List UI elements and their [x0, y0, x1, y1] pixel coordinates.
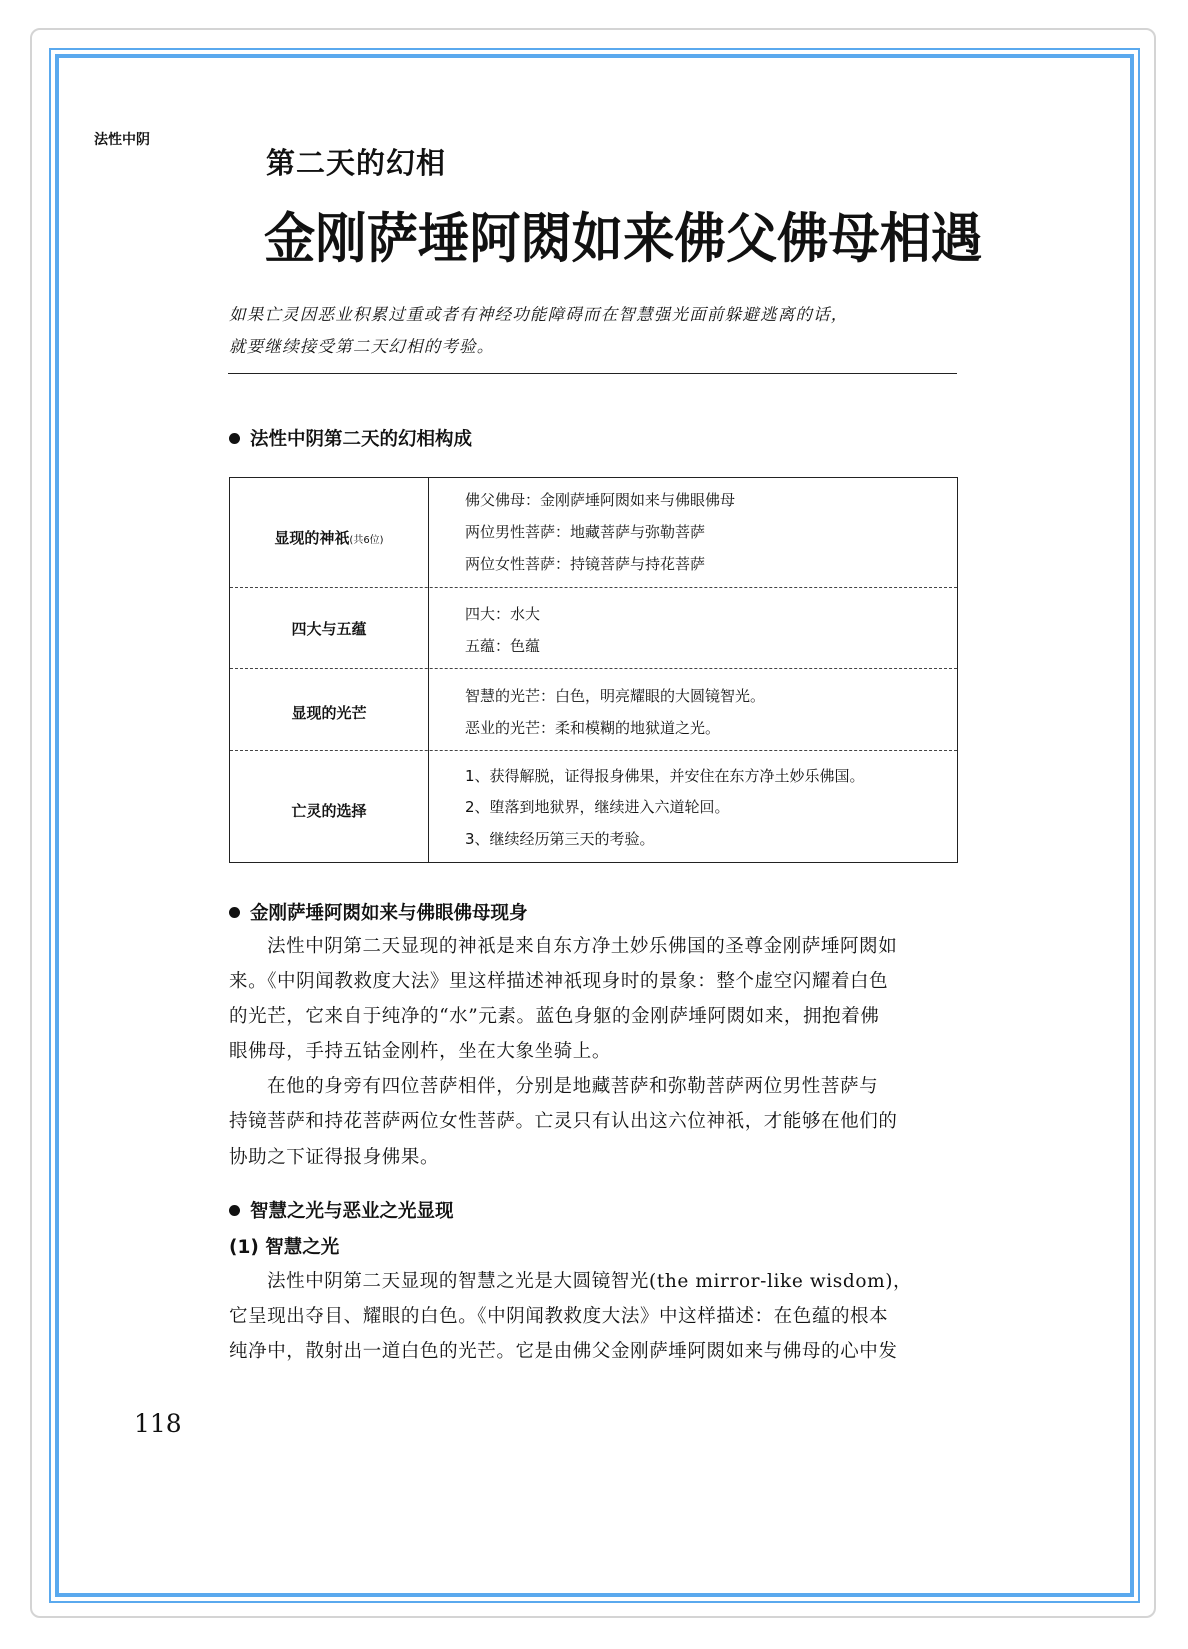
- body-line: 协助之下证得报身佛果。: [229, 1147, 440, 1168]
- table-cell-line: 1、获得解脱，证得报身佛果，并安住在东方净土妙乐佛国。: [465, 767, 865, 785]
- table-cell-line: 两位女性菩萨：持镜菩萨与持花菩萨: [465, 555, 706, 573]
- table-row-label: 亡灵的选择: [291, 802, 367, 820]
- body-line: 法性中阴第二天显现的神祇是来自东方净土妙乐佛国的圣尊金刚萨埵阿閦如: [267, 936, 898, 957]
- table-label-note: (共6位): [349, 535, 384, 546]
- table-cell-line: 四大：水大: [465, 605, 541, 623]
- table-row-divider: [230, 587, 957, 588]
- chapter-title: 金刚萨埵阿閦如来佛父佛母相遇: [264, 206, 983, 270]
- bullet-icon: [229, 907, 240, 918]
- composition-table: [229, 477, 958, 863]
- table-cell-line: 佛父佛母：金刚萨埵阿閦如来与佛眼佛母: [465, 491, 736, 509]
- table-label-text: 显现的神祇: [274, 529, 350, 547]
- table-cell-line: 2、堕落到地狱界，继续进入六道轮回。: [465, 798, 730, 816]
- table-cell-line: 两位男性菩萨：地藏菩萨与弥勒菩萨: [465, 523, 706, 541]
- subsection-heading: (1) 智慧之光: [229, 1237, 340, 1258]
- body-line: 在他的身旁有四位菩萨相伴，分别是地藏菩萨和弥勒菩萨两位男性菩萨与: [267, 1076, 879, 1097]
- bullet-icon: [229, 1205, 240, 1216]
- section-heading-text: 金刚萨埵阿閦如来与佛眼佛母现身: [250, 903, 528, 924]
- section-heading-lights: [229, 1197, 454, 1223]
- body-line: 法性中阴第二天显现的智慧之光是大圆镜智光(the mirror-like wisdom)，: [267, 1271, 913, 1292]
- body-line: 持镜菩萨和持花菩萨两位女性菩萨。亡灵只有认出这六位神祇，才能够在他们的: [229, 1111, 898, 1132]
- body-line: 它呈现出夺目、耀眼的白色。《中阴闻教救度大法》中这样描述：在色蕴的根本: [229, 1306, 889, 1327]
- table-row-label: [230, 527, 428, 548]
- bullet-icon: [229, 433, 240, 444]
- table-row-divider: [230, 668, 957, 669]
- table-cell-line: 恶业的光芒：柔和模糊的地狱道之光。: [465, 719, 721, 737]
- table-column-divider: [428, 478, 429, 862]
- table-row-label: 显现的光芒: [291, 704, 367, 722]
- table-row-label: 四大与五蕴: [291, 620, 367, 638]
- section-heading-text: 智慧之光与恶业之光显现: [250, 1201, 454, 1222]
- body-line: 眼佛母，手持五钴金刚杵，坐在大象坐骑上。: [229, 1041, 612, 1062]
- table-cell-line: 五蕴：色蕴: [465, 637, 541, 655]
- table-row-divider: [230, 750, 957, 751]
- section-heading-composition: [229, 425, 472, 451]
- table-cell-line: 3、继续经历第三天的考验。: [465, 830, 655, 848]
- intro-divider: [228, 373, 957, 374]
- chapter-subtitle: 第二天的幻相: [266, 146, 447, 180]
- intro-line: 如果亡灵因恶业积累过重或者有神经功能障碍而在智慧强光面前躲避逃离的话，: [229, 305, 849, 324]
- page-number: 118: [134, 1409, 182, 1438]
- body-line: 的光芒，它来自于纯净的“水”元素。蓝色身躯的金刚萨埵阿閦如来，拥抱着佛: [229, 1006, 880, 1027]
- body-line: 纯净中，散射出一道白色的光芒。它是由佛父金刚萨埵阿閦如来与佛母的心中发: [229, 1341, 898, 1362]
- section-heading-appearance: [229, 899, 528, 925]
- section-heading-text: 法性中阴第二天的幻相构成: [250, 429, 473, 450]
- table-cell-line: 智慧的光芒：白色，明亮耀眼的大圆镜智光。: [465, 687, 766, 705]
- body-line: 来。《中阴闻教救度大法》里这样描述神祇现身时的景象：整个虚空闪耀着白色: [229, 971, 889, 992]
- running-head: 法性中阴: [94, 132, 150, 148]
- intro-line: 就要继续接受第二天幻相的考验。: [229, 337, 495, 356]
